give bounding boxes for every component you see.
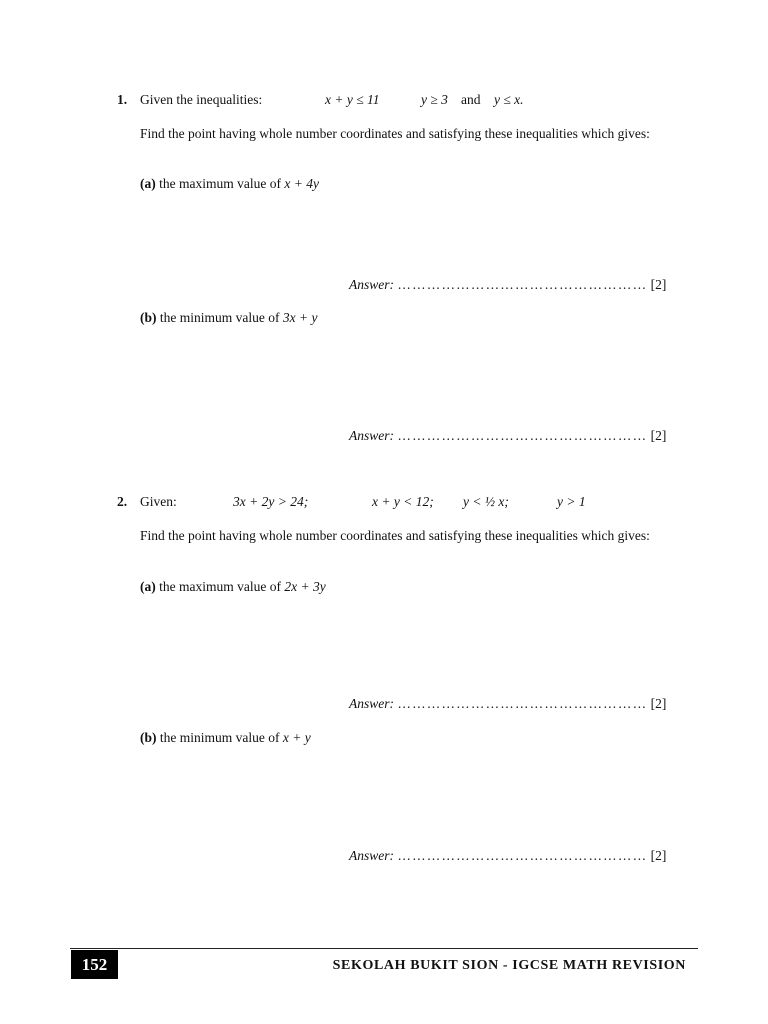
q2-inequality-1: 3x + 2y > 24; (233, 494, 309, 509)
q1-inequality-1: x + y ≤ 11 (325, 92, 380, 107)
q2-part-b-text: the minimum value of (159, 730, 280, 745)
q2-part-a-answer-line[interactable] (349, 696, 666, 712)
q1-inequality-3: y ≤ x. (494, 92, 524, 107)
footer-divider (70, 948, 698, 949)
question-1-number: 1. (117, 92, 128, 107)
question-2-instruction: Find the point having whole number coordinates and satisfying these inequalities which gives: (140, 528, 650, 543)
q1-part-b-answer-line[interactable] (349, 428, 666, 444)
answer-dots: …………………………………………… (397, 277, 648, 292)
q1-part-b-label: (b) (140, 310, 157, 325)
answer-label: Answer: (349, 696, 394, 711)
footer-title: SEKOLAH BUKIT SION - IGCSE MATH REVISION (332, 958, 686, 973)
q2-part-b-expr: x + y (282, 730, 311, 745)
q1-part-b-expr: 3x + y (282, 310, 318, 325)
q2-part-a (140, 579, 326, 595)
q1-inequality-2: y ≥ 3 (421, 92, 448, 107)
answer-marks: [2] (650, 696, 667, 711)
q1-part-a-text: the maximum value of (159, 176, 281, 191)
q1-part-b-text: the minimum value of (159, 310, 280, 325)
answer-dots: …………………………………………… (397, 428, 648, 443)
q2-part-b-answer-line[interactable] (349, 848, 666, 864)
answer-label: Answer: (349, 277, 394, 292)
question-2-number: 2. (117, 494, 128, 509)
q2-inequality-2: x + y < 12; (372, 494, 434, 509)
q2-part-a-label: (a) (140, 579, 156, 594)
answer-marks: [2] (650, 277, 667, 292)
q1-part-a-expr: x + 4y (284, 176, 319, 191)
question-1-instruction: Find the point having whole number coordinates and satisfying these inequalities which gives: (140, 126, 650, 141)
q1-part-a-answer-line[interactable] (349, 277, 666, 293)
q2-inequality-4: y > 1 (557, 494, 586, 509)
q2-part-a-expr: 2x + 3y (284, 579, 326, 594)
answer-marks: [2] (650, 428, 667, 443)
question-2-given-label: Given: (140, 494, 177, 509)
q1-and-word: and (461, 92, 481, 107)
q2-inequality-3: y < ½ x; (463, 494, 509, 509)
answer-marks: [2] (650, 848, 667, 863)
page-number: 152 (71, 950, 118, 979)
q1-part-a-label: (a) (140, 176, 156, 191)
q1-part-b (140, 310, 317, 326)
answer-dots: …………………………………………… (397, 848, 648, 863)
q2-part-a-text: the maximum value of (159, 579, 281, 594)
q1-part-a (140, 176, 319, 192)
answer-dots: …………………………………………… (397, 696, 648, 711)
q2-part-b-label: (b) (140, 730, 157, 745)
answer-label: Answer: (349, 428, 394, 443)
question-1-given-label: Given the inequalities: (140, 92, 263, 107)
answer-label: Answer: (349, 848, 394, 863)
q2-part-b (140, 730, 311, 746)
